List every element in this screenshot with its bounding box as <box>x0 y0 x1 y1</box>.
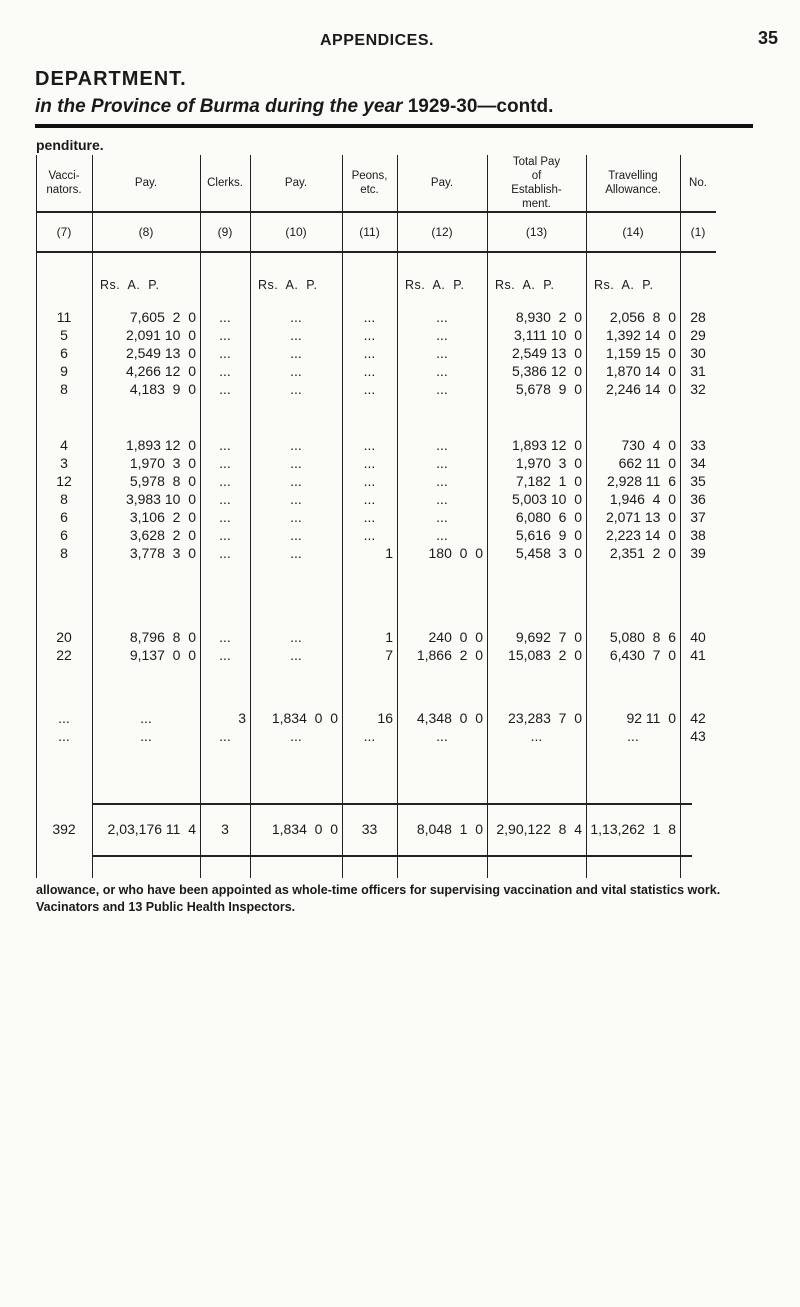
table-cell-pay-12: ... <box>436 363 448 379</box>
table-cell-pay-10: ... <box>290 491 302 507</box>
department-title: DEPARTMENT. <box>35 68 187 90</box>
table-cell-pay-10: ... <box>290 647 302 663</box>
table-cell-pay-12: ... <box>436 345 448 361</box>
table-cell-no: 37 <box>690 509 706 525</box>
table-cell-no: 40 <box>690 629 706 645</box>
table-cell-no: 43 <box>690 728 706 744</box>
table-cell-travelling: 1,946 4 0 <box>609 491 676 507</box>
table-cell-clerks: ... <box>219 473 231 489</box>
table-cell-clerks: ... <box>219 381 231 397</box>
table-cell-clerks: ... <box>219 327 231 343</box>
table-cell-peons: ... <box>363 509 376 525</box>
table-cell-peons: ... <box>363 309 376 325</box>
table-cell-travelling: 2,351 2 0 <box>609 545 676 561</box>
totals-top-rule <box>92 803 692 805</box>
table-cell-pay-10: ... <box>290 309 302 325</box>
table-cell-clerks: ... <box>219 437 231 453</box>
table-cell-clerks: ... <box>219 345 231 361</box>
table-cell-vaccinators: 6 <box>60 527 68 543</box>
table-cell-total-pay: 9,692 7 0 <box>515 629 582 645</box>
table-cell-pay-8: 5,978 8 0 <box>129 473 196 489</box>
table-cell-pay-10: ... <box>290 473 302 489</box>
table-cell-travelling: 2,928 11 6 <box>606 473 676 489</box>
table-cell-total-pay: 5,458 3 0 <box>515 545 582 561</box>
table-cell-pay-10: ... <box>290 437 302 453</box>
table-cell-total-pay: 1,893 12 0 <box>511 437 582 453</box>
table-cell-total-pay: 5,386 12 0 <box>511 363 582 379</box>
table-cell-vaccinators: 9 <box>60 363 68 379</box>
table-cell-pay-10: ... <box>290 629 302 645</box>
table-cell-pay-10: ... <box>290 509 302 525</box>
table-cell-vaccinators: 8 <box>60 491 68 507</box>
table-cell-no: 38 <box>690 527 706 543</box>
column-header-peons: Peons, etc. <box>351 170 388 196</box>
table-cell-peons: 7 <box>385 647 393 663</box>
column-number-total-pay: (13) <box>525 225 548 239</box>
table-cell-pay-12: ... <box>436 728 448 744</box>
totals-bottom-rule <box>92 855 692 857</box>
total-cell-peons: 33 <box>361 821 378 837</box>
table-cell-clerks: ... <box>219 545 231 561</box>
table-cell-peons: 16 <box>377 710 393 726</box>
table-cell-vaccinators: ... <box>58 728 70 744</box>
table-cell-peons: ... <box>363 345 376 361</box>
column-number-clerks: (9) <box>217 225 233 239</box>
table-cell-clerks: ... <box>219 527 231 543</box>
column-header-no: No. <box>689 177 707 189</box>
column-header-pay-12: Pay. <box>430 177 454 189</box>
column-header-pay-8: Pay. <box>134 177 158 189</box>
table-cell-pay-8: 2,549 13 0 <box>125 345 196 361</box>
table-cell-pay-12: ... <box>436 309 448 325</box>
table-cell-travelling: 1,159 15 0 <box>605 345 676 361</box>
currency-unit-label: Rs. A. P. <box>100 278 160 292</box>
table-cell-no: 35 <box>690 473 706 489</box>
table-cell-no: 28 <box>690 309 706 325</box>
table-cell-clerks: ... <box>219 363 231 379</box>
table-cell-no: 42 <box>690 710 706 726</box>
table-cell-pay-12: ... <box>436 527 448 543</box>
total-cell-pay-8: 2,03,176 11 4 <box>107 821 196 837</box>
total-cell-pay-10: 1,834 0 0 <box>271 821 338 837</box>
table-cell-pay-8: 8,796 8 0 <box>129 629 196 645</box>
table-cell-clerks: ... <box>219 455 231 471</box>
table-cell-vaccinators: 6 <box>60 509 68 525</box>
column-number-vaccinators: (7) <box>56 225 72 239</box>
table-cell-no: 32 <box>690 381 706 397</box>
table-cell-pay-8: 1,970 3 0 <box>129 455 196 471</box>
table-cell-vaccinators: 8 <box>60 545 68 561</box>
table-cell-total-pay: 23,283 7 0 <box>508 710 582 726</box>
table-cell-pay-10: ... <box>290 728 302 744</box>
table-cell-peons: 1 <box>385 629 393 645</box>
table-cell-total-pay: 5,616 9 0 <box>515 527 582 543</box>
column-header-vaccinators: Vacci- nators. <box>46 170 82 196</box>
footnote-1: allowance, or who have been appointed as whole-time officers for supervising vaccination and vital statistics work. <box>36 883 721 897</box>
table-cell-pay-12: 240 0 0 <box>428 629 483 645</box>
table-cell-pay-12: ... <box>436 437 448 453</box>
table-cell-pay-8: ... <box>140 710 152 726</box>
table-cell-pay-10: 1,834 0 0 <box>271 710 338 726</box>
currency-unit-label: Rs. A. P. <box>258 278 318 292</box>
currency-unit-label: Rs. A. P. <box>495 278 555 292</box>
table-cell-total-pay: 15,083 2 0 <box>508 647 582 663</box>
table-label: penditure. <box>36 137 104 153</box>
table-cell-travelling: 92 11 0 <box>626 710 676 726</box>
table-cell-pay-12: ... <box>436 327 448 343</box>
table-cell-pay-10: ... <box>290 345 302 361</box>
table-cell-travelling: 2,071 13 0 <box>605 509 676 525</box>
table-cell-vaccinators: 12 <box>56 473 72 489</box>
column-header-travelling: Travelling Allowance. <box>605 170 661 196</box>
table-cell-pay-8: 4,266 12 0 <box>125 363 196 379</box>
title-rule <box>35 124 753 128</box>
table-cell-no: 33 <box>690 437 706 453</box>
table-cell-total-pay: 2,549 13 0 <box>511 345 582 361</box>
table-cell-clerks: ... <box>219 629 231 645</box>
table-cell-peons: ... <box>363 381 376 397</box>
table-cell-clerks: 3 <box>238 710 246 726</box>
subtitle-year: 1929-30—contd. <box>407 96 554 117</box>
table-cell-vaccinators: 22 <box>56 647 72 663</box>
currency-unit-label: Rs. A. P. <box>594 278 654 292</box>
table-cell-pay-8: 9,137 0 0 <box>129 647 196 663</box>
table-cell-vaccinators: ... <box>58 710 70 726</box>
table-cell-vaccinators: 6 <box>60 345 68 361</box>
table-cell-pay-10: ... <box>290 527 302 543</box>
table-cell-pay-8: 4,183 9 0 <box>129 381 196 397</box>
table-cell-pay-8: 7,605 2 0 <box>129 309 196 325</box>
page-subtitle <box>35 96 553 118</box>
table-cell-vaccinators: 20 <box>56 629 72 645</box>
table-cell-travelling: 1,392 14 0 <box>605 327 676 343</box>
table-cell-pay-12: ... <box>436 381 448 397</box>
column-number-peons: (11) <box>359 225 380 239</box>
table-cell-peons: 1 <box>385 545 393 561</box>
table-cell-pay-10: ... <box>290 381 302 397</box>
table-cell-clerks: ... <box>219 647 231 663</box>
table-cell-peons: ... <box>363 327 376 343</box>
table-cell-pay-8: 3,628 2 0 <box>129 527 196 543</box>
currency-unit-label: Rs. A. P. <box>405 278 465 292</box>
header-rule <box>36 251 716 253</box>
total-cell-clerks: 3 <box>221 821 229 837</box>
table-cell-pay-12: 180 0 0 <box>428 545 483 561</box>
table-cell-pay-8: 2,091 10 0 <box>125 327 196 343</box>
table-cell-total-pay: 7,182 1 0 <box>515 473 582 489</box>
table-cell-clerks: ... <box>219 509 231 525</box>
table-cell-peons: ... <box>363 437 376 453</box>
table-cell-pay-8: 3,106 2 0 <box>129 509 196 525</box>
table-cell-total-pay: 8,930 2 0 <box>515 309 582 325</box>
table-cell-travelling: 6,430 7 0 <box>609 647 676 663</box>
header-rule <box>36 211 716 213</box>
table-cell-clerks: ... <box>219 491 231 507</box>
column-number-travelling: (14) <box>622 225 644 239</box>
table-cell-vaccinators: 3 <box>60 455 68 471</box>
total-cell-travelling: 1,13,262 1 8 <box>590 821 676 837</box>
table-cell-travelling: 1,870 14 0 <box>605 363 676 379</box>
table-cell-no: 41 <box>690 647 706 663</box>
total-cell-vaccinators: 392 <box>52 821 76 837</box>
column-header-total-pay: Total Pay of Establish- ment. <box>511 156 562 210</box>
table-cell-pay-10: ... <box>290 363 302 379</box>
table-cell-pay-12: ... <box>436 491 448 507</box>
table-cell-pay-12: 1,866 2 0 <box>416 647 483 663</box>
table-cell-pay-10: ... <box>290 455 302 471</box>
table-cell-no: 30 <box>690 345 706 361</box>
table-cell-no: 39 <box>690 545 706 561</box>
expenditure-table <box>36 155 716 878</box>
table-cell-travelling: 2,223 14 0 <box>605 527 676 543</box>
table-cell-pay-10: ... <box>290 327 302 343</box>
table-cell-pay-12: ... <box>436 473 448 489</box>
table-cell-no: 31 <box>690 363 706 379</box>
total-cell-pay-12: 8,048 1 0 <box>416 821 483 837</box>
table-cell-total-pay: 5,003 10 0 <box>511 491 582 507</box>
table-cell-peons: ... <box>363 363 376 379</box>
column-number-pay-12: (12) <box>431 225 453 239</box>
column-number-pay-10: (10) <box>285 225 307 239</box>
table-cell-travelling: 2,056 8 0 <box>609 309 676 325</box>
table-cell-total-pay: 6,080 6 0 <box>515 509 582 525</box>
table-cell-travelling: 662 11 0 <box>618 455 676 471</box>
table-cell-total-pay: 3,111 10 0 <box>514 327 582 343</box>
column-header-pay-10: Pay. <box>284 177 308 189</box>
table-cell-pay-8: ... <box>140 728 152 744</box>
table-cell-travelling: 5,080 8 6 <box>609 629 676 645</box>
table-cell-pay-10: ... <box>290 545 302 561</box>
subtitle-prefix: in the Province of Burma during the year <box>35 96 403 117</box>
table-cell-total-pay: 1,970 3 0 <box>515 455 582 471</box>
table-cell-no: 29 <box>690 327 706 343</box>
table-cell-travelling: 2,246 14 0 <box>605 381 676 397</box>
total-cell-total-pay: 2,90,122 8 4 <box>496 821 582 837</box>
table-cell-pay-12: ... <box>436 455 448 471</box>
table-cell-pay-12: ... <box>436 509 448 525</box>
footnote-2: Vacinators and 13 Public Health Inspectors. <box>36 900 296 914</box>
table-cell-total-pay: 5,678 9 0 <box>515 381 582 397</box>
column-number-no: (1) <box>690 225 706 239</box>
table-cell-travelling: ... <box>627 728 639 744</box>
table-cell-peons: ... <box>363 473 376 489</box>
running-header: APPENDICES. <box>320 32 434 49</box>
table-cell-total-pay: ... <box>530 728 543 744</box>
table-cell-travelling: 730 4 0 <box>621 437 676 453</box>
table-cell-peons: ... <box>363 527 376 543</box>
page-number: 35 <box>758 28 779 48</box>
table-cell-peons: ... <box>363 491 376 507</box>
column-number-pay-8: (8) <box>138 225 154 239</box>
table-cell-clerks: ... <box>219 309 231 325</box>
table-cell-pay-12: 4,348 0 0 <box>416 710 483 726</box>
table-cell-pay-8: 3,778 3 0 <box>129 545 196 561</box>
table-cell-vaccinators: 4 <box>60 437 68 453</box>
table-cell-vaccinators: 8 <box>60 381 68 397</box>
table-cell-clerks: ... <box>219 728 231 744</box>
table-cell-pay-8: 3,983 10 0 <box>125 491 196 507</box>
table-cell-vaccinators: 5 <box>60 327 68 343</box>
table-cell-no: 34 <box>690 455 706 471</box>
table-cell-pay-8: 1,893 12 0 <box>125 437 196 453</box>
table-cell-peons: ... <box>363 455 376 471</box>
column-header-clerks: Clerks. <box>207 177 243 189</box>
table-cell-vaccinators: 11 <box>56 309 72 325</box>
table-cell-peons: ... <box>363 728 376 744</box>
table-cell-no: 36 <box>690 491 706 507</box>
